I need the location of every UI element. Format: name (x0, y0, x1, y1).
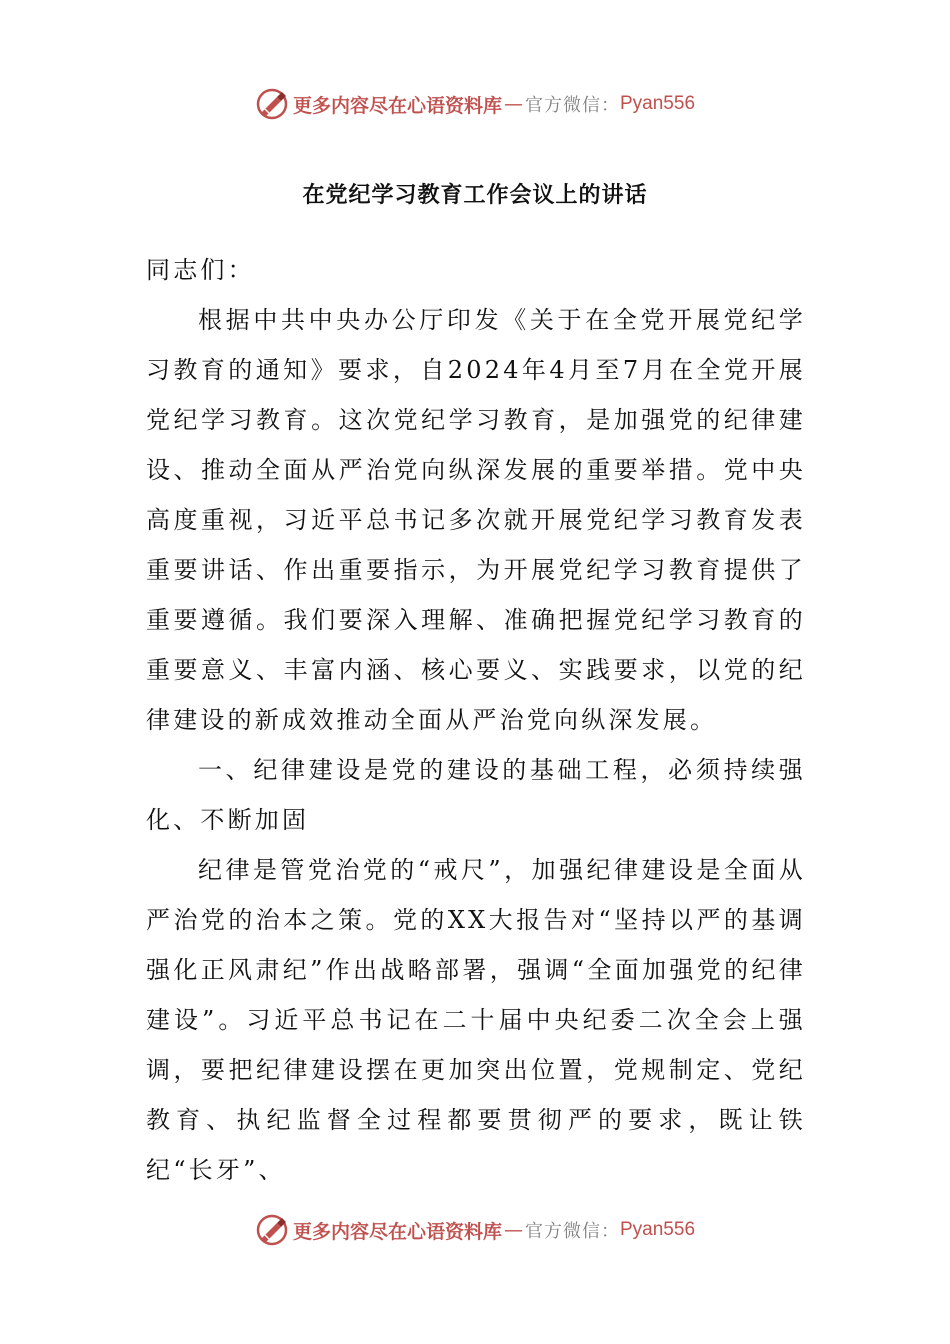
banner-brand-text: 更多内容尽在心语资料库 (292, 94, 502, 117)
banner-wechat-id: Pyan556 (620, 1219, 696, 1240)
pen-circle-logo-icon (255, 1213, 289, 1247)
banner-dash: — (504, 93, 523, 115)
pen-circle-logo-icon (255, 87, 289, 121)
salutation: 同志们： (146, 256, 255, 284)
banner-wechat-id: Pyan556 (620, 93, 696, 114)
document-body (146, 245, 806, 1195)
body-paragraph: 根据中共中央办公厅印发《关于在全党开展党纪学习教育的通知》要求，自2024年4月至7月在全党开展党纪学习教育。这次党纪学习教育，是加强党的纪律建设、推动全面从严治党向纵深发展的重要举措。党中央高度重视，习近平总书记多次就开展党纪学习教育发表重要讲话、作出重要指示，为开展党纪学习教育提供了重要遵循。我们要深入理解、准确把握党纪学习教育的重要意义、丰富内涵、核心要义、实践要求，以党的纪律建设的新成效推动全面从严治党向纵深发展。 (146, 306, 806, 734)
banner-wechat-label: 官方微信： (525, 95, 620, 116)
banner-brand-text: 更多内容尽在心语资料库 (292, 1220, 502, 1243)
body-paragraph: 纪律是管党治党的“戒尺”，加强纪律建设是全面从严治党的治本之策。党的XX大报告对“坚持以严的基调强化正风肃纪”作出战略部署，强调“全面加强党的纪律建设”。习近平总书记在二十届中央纪委二次全会上强调，要把纪律建设摆在更加突出位置，党规制定、党纪教育、执纪监督全过程都要贯彻严的要求，既让铁纪“长牙”、 (146, 856, 806, 1184)
header-watermark-banner (0, 84, 950, 124)
banner-wechat-label: 官方微信： (525, 1221, 620, 1242)
document-title: 在党纪学习教育工作会议上的讲话 (302, 183, 648, 208)
section-heading: 一、纪律建设是党的建设的基础工程，必须持续强化、不断加固 (146, 756, 806, 834)
footer-watermark-banner (0, 1210, 950, 1250)
banner-dash: — (504, 1219, 523, 1241)
